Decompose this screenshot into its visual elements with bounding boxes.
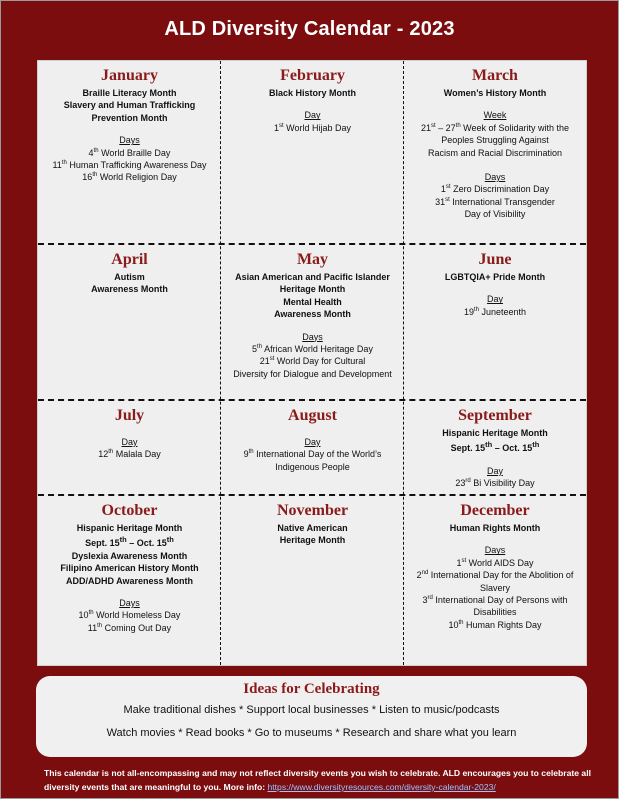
event-item: 11th Human Trafficking Awareness Day xyxy=(52,160,207,171)
event-item: Racism and Racial Discrimination xyxy=(427,147,563,158)
column-divider xyxy=(220,61,221,665)
month-observance: Human Rights Month xyxy=(449,523,541,533)
event-item: 10th World Homeless Day xyxy=(78,610,181,621)
column-divider xyxy=(403,61,404,665)
page-title: ALD Diversity Calendar - 2023 xyxy=(164,18,455,40)
section-label: Day xyxy=(486,294,503,305)
ideas-line-2: Watch movies * Read books * Go to museums * Research and share what you learn xyxy=(106,727,517,739)
month-observance: Women’s History Month xyxy=(443,88,547,98)
month-cell xyxy=(38,245,221,401)
month-name: September xyxy=(458,407,532,424)
section-label: Days xyxy=(484,172,506,183)
event-item: Indigenous People xyxy=(275,461,350,472)
ideas-line-1: Make traditional dishes * Support local businesses * Listen to music/podcasts xyxy=(123,704,500,716)
month-cell xyxy=(221,401,404,496)
section-label: Day xyxy=(121,437,138,447)
month-observance: LGBTQIA+ Pride Month xyxy=(444,272,546,282)
month-observance: Filipino American History Month xyxy=(60,563,199,574)
section-label: Day xyxy=(304,110,321,121)
month-cell xyxy=(404,245,586,401)
month-name: July xyxy=(114,407,145,424)
month-name: April xyxy=(111,251,148,268)
month-cell xyxy=(38,496,221,665)
month-observance: Asian American and Pacific Islander xyxy=(235,272,390,282)
ideas-title: Ideas for Celebrating xyxy=(243,681,380,697)
row-divider xyxy=(38,494,586,496)
event-item: Day of Visibility xyxy=(464,209,526,220)
month-observance: Prevention Month xyxy=(91,112,168,123)
month-name: November xyxy=(276,502,349,519)
month-name: December xyxy=(460,502,530,519)
footer-note xyxy=(44,766,604,794)
section-label: Days xyxy=(119,598,140,609)
month-observance: Hispanic Heritage Month xyxy=(442,428,548,438)
month-observance: Sept. 15th – Oct. 15th xyxy=(85,535,174,549)
event-item: 11th Coming Out Day xyxy=(87,622,172,633)
calendar-row xyxy=(38,401,586,496)
row-divider xyxy=(38,399,586,401)
calendar-row xyxy=(38,61,586,245)
month-cell xyxy=(404,496,586,665)
event-item: 1st World AIDS Day xyxy=(456,557,534,568)
month-observance: ADD/ADHD Awareness Month xyxy=(65,575,193,586)
event-item: 19th Juneteenth xyxy=(463,306,527,317)
event-item: 21st – 27th Week of Solidarity with the xyxy=(420,122,570,133)
month-cell xyxy=(38,401,221,496)
event-item: 9th International Day of the World’s xyxy=(243,449,382,460)
month-cell xyxy=(404,401,586,496)
event-item: 31st International Transgender xyxy=(435,196,555,207)
month-observance: Heritage Month xyxy=(279,284,346,295)
month-name: January xyxy=(101,67,158,84)
month-observance: Dyslexia Awareness Month xyxy=(71,550,188,561)
month-observance: Braille Literacy Month xyxy=(82,88,177,98)
calendar-row xyxy=(38,496,586,665)
month-observance: Hispanic Heritage Month xyxy=(76,523,183,533)
month-name: March xyxy=(472,67,518,84)
month-name: May xyxy=(296,251,329,268)
section-label: Days xyxy=(119,135,140,146)
footer-text: This calendar is not all-encompassing and may not reflect diversity events you wish to celebrate. ALD encourages you to celebrate all diversity events that are meaningful to you. More info: xyxy=(44,768,591,792)
event-item: Disabilities xyxy=(473,607,517,618)
event-item: 10th Human Rights Day xyxy=(448,619,542,630)
event-item: 21st World Day for Cultural xyxy=(259,356,366,367)
event-item: 2nd International Day for the Abolition of xyxy=(416,570,574,581)
month-name: October xyxy=(101,502,158,519)
event-item: 23rd Bi Visibility Day xyxy=(455,478,535,489)
event-item: 1st Zero Discrimination Day xyxy=(440,184,550,195)
month-observance: Sept. 15th – Oct. 15th xyxy=(450,440,540,454)
more-info-link[interactable]: https://www.diversityresources.com/diversity-calendar-2023/ xyxy=(267,782,496,792)
calendar-row xyxy=(38,245,586,401)
month-observance: Awareness Month xyxy=(274,309,351,320)
month-name: June xyxy=(478,251,512,268)
section-label: Days xyxy=(484,545,506,556)
event-item: 1st World Hijab Day xyxy=(273,122,352,133)
month-cell xyxy=(221,496,404,665)
event-item: 3rd International Day of Persons with xyxy=(422,595,568,606)
event-item: 12th Malala Day xyxy=(98,449,161,460)
section-label: Day xyxy=(486,465,503,476)
section-label: Day xyxy=(304,437,321,447)
month-cell xyxy=(221,61,404,245)
month-observance: Native American xyxy=(277,523,348,533)
month-observance: Mental Health xyxy=(283,296,342,307)
event-item: 4th World Braille Day xyxy=(88,147,171,158)
month-observance: Autism xyxy=(114,272,145,282)
month-cell xyxy=(221,245,404,401)
month-observance: Awareness Month xyxy=(91,284,168,295)
section-label: Days xyxy=(302,331,323,342)
ideas-panel xyxy=(36,676,587,757)
event-item: Diversity for Dialogue and Development xyxy=(233,368,392,379)
month-cell xyxy=(38,61,221,245)
month-cell xyxy=(404,61,586,245)
section-label: Week xyxy=(483,110,507,121)
event-item: Peoples Struggling Against xyxy=(441,135,549,146)
calendar-grid xyxy=(37,60,587,666)
row-divider xyxy=(38,243,586,245)
event-item: Slavery xyxy=(479,582,510,593)
event-item: 16th World Religion Day xyxy=(82,172,177,183)
month-name: August xyxy=(288,407,337,424)
month-observance: Black History Month xyxy=(268,88,356,98)
event-item: 5th African World Heritage Day xyxy=(252,344,373,355)
month-name: February xyxy=(280,67,345,84)
month-observance: Slavery and Human Trafficking xyxy=(63,100,196,111)
month-observance: Heritage Month xyxy=(279,535,346,546)
